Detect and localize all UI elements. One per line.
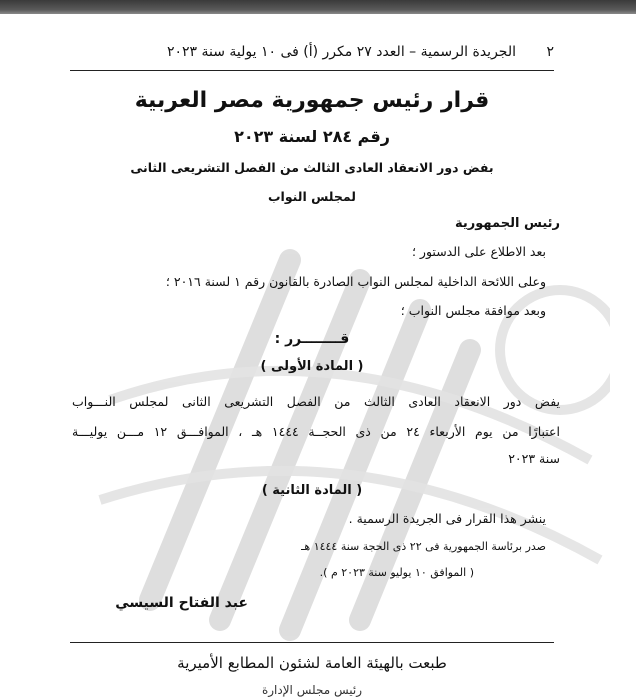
preamble-paragraph-2: وعلى اللائحة الداخلية لمجلس النواب الصادرة بالقانون رقم ١ لسنة ٢٠١٦ ؛: [165, 274, 546, 289]
running-title: الجريدة الرسمية – العدد ٢٧ مكرر (أ) فى ١٠ يولية سنة ٢٠٢٣: [166, 44, 516, 60]
decree-title: قرار رئيس جمهورية مصر العربية: [134, 88, 490, 113]
article-1-line-1: يفض دور الانعقاد العادى الثالث من الفصل التشريعى الثانى لمجلس النـــواب: [72, 394, 560, 409]
article-1-heading: ( المادة الأولى ): [260, 359, 364, 374]
decree-number: رقم ٢٨٤ لسنة ٢٠٢٣: [234, 127, 390, 146]
decree-subject-line2: لمجلس النواب: [268, 189, 356, 204]
printed-by-line: طبعت بالهيئة العامة لشئون المطابع الأميرية: [177, 654, 447, 672]
article-1-line-2: اعتبارًا من يوم الأربعاء ٢٤ من ذى الحجــة ١٤٤٤ هـ ، الموافـــق ١٢ مـــن يوليـــة: [72, 424, 560, 439]
article-2-line-1: ينشر هذا القرار فى الجريدة الرسمية .: [348, 511, 546, 526]
signature-name: عبد الفتاح السيسي: [115, 595, 248, 611]
article-2-heading: ( المادة الثانية ): [261, 483, 363, 498]
issued-line-2: ( الموافق ١٠ يوليو سنة ٢٠٢٣ م ).: [319, 566, 474, 579]
footer-rule: [70, 642, 554, 643]
page-number: ٢: [546, 44, 554, 60]
header-rule: [70, 70, 554, 71]
issued-line-1: صدر برئاسة الجمهورية فى ٢٢ ذى الحجة سنة ١٤٤٤ هـ: [301, 540, 546, 553]
running-header: [70, 44, 554, 64]
article-1-line-3: سنة ٢٠٢٣: [508, 451, 560, 466]
decided-heading: قــــــــرر :: [274, 331, 350, 347]
top-scan-edge: [0, 0, 636, 14]
preamble-paragraph-3: وبعد موافقة مجلس النواب ؛: [400, 303, 546, 318]
decree-subject-line1: بفض دور الانعقاد العادى الثالث من الفصل التشريعى الثانى: [130, 160, 494, 175]
president-heading: رئيس الجمهورية: [455, 216, 560, 231]
preamble-paragraph-1: بعد الاطلاع على الدستور ؛: [411, 244, 546, 259]
footer-partial-line: رئيس مجلس الإدارة: [261, 683, 363, 697]
